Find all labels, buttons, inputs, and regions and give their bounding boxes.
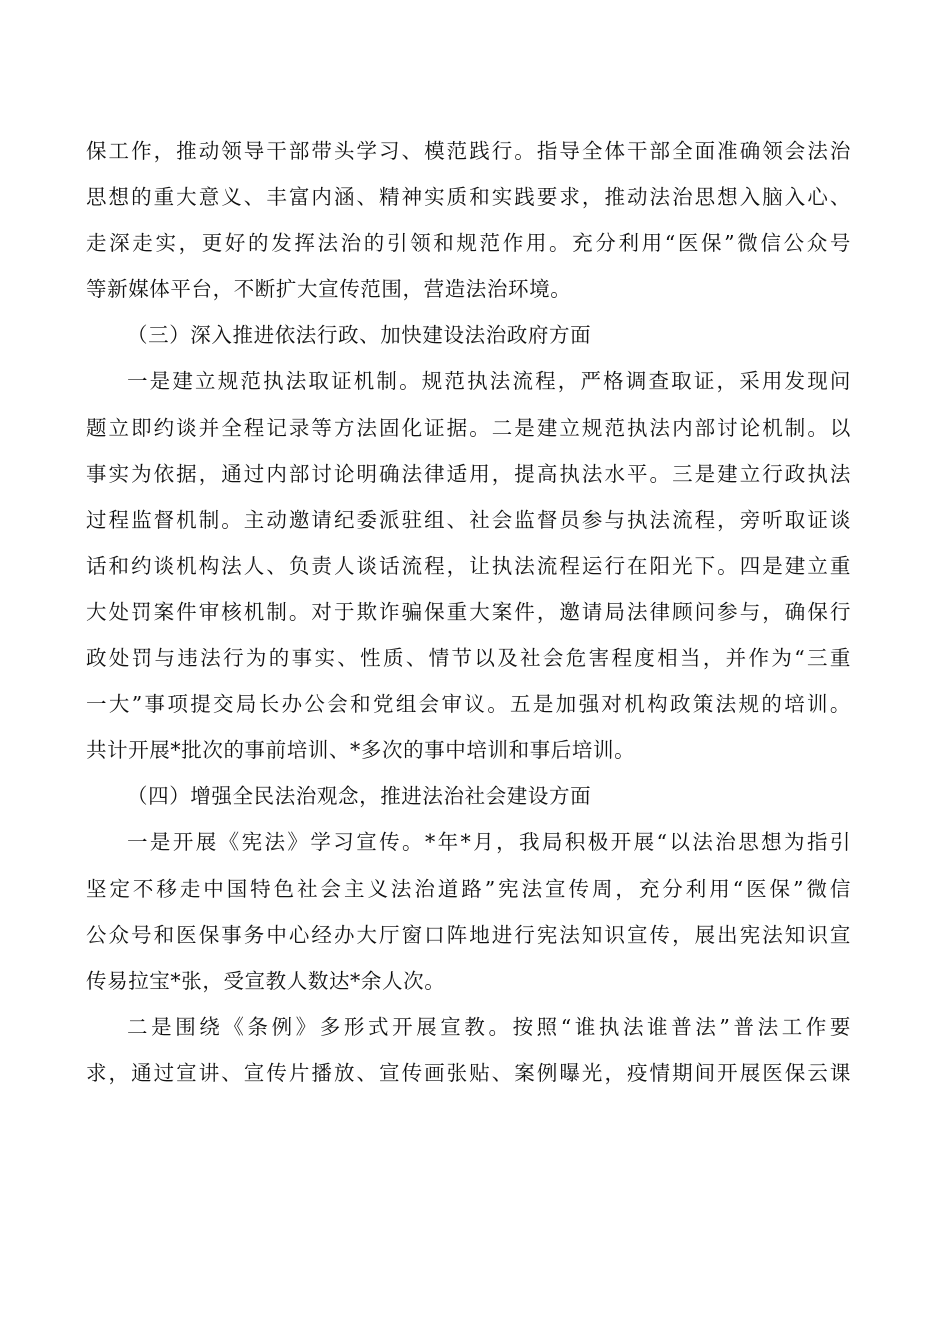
section-heading: （四）增强全民法治观念，推进法治社会建设方面 xyxy=(127,784,592,809)
body-line: 过程监督机制。主动邀请纪委派驻组、社会监督员参与执法流程，旁听取证谈 xyxy=(86,507,851,532)
body-line: 话和约谈机构法人、负责人谈话流程，让执法流程运行在阳光下。四是建立重 xyxy=(86,553,851,578)
body-line: 大处罚案件审核机制。对于欺诈骗保重大案件，邀请局法律顾问参与，确保行 xyxy=(86,599,851,624)
body-line: 坚定不移走中国特色社会主义法治道路”宪法宣传周，充分利用“医保”微信 xyxy=(86,876,851,901)
body-line: 传易拉宝*张，受宣教人数达*余人次。 xyxy=(86,968,446,993)
body-line: 政处罚与违法行为的事实、性质、情节以及社会危害程度相当，并作为“三重 xyxy=(86,646,851,671)
section-heading: （三）深入推进依法行政、加快建设法治政府方面 xyxy=(127,323,592,348)
body-line: 二是围绕《条例》多形式开展宣教。按照“谁执法谁普法”普法工作要 xyxy=(127,1014,851,1039)
body-line: 思想的重大意义、丰富内涵、精神实质和实践要求，推动法治思想入脑入心、 xyxy=(86,185,851,210)
body-line: 保工作，推动领导干部带头学习、模范践行。指导全体干部全面准确领会法治 xyxy=(86,139,851,163)
body-line: 题立即约谈并全程记录等方法固化证据。二是建立规范执法内部讨论机制。以 xyxy=(86,415,851,440)
body-line: 事实为依据，通过内部讨论明确法律适用，提高执法水平。三是建立行政执法 xyxy=(86,461,851,486)
body-line: 等新媒体平台，不断扩大宣传范围，营造法治环境。 xyxy=(86,277,572,302)
body-line: 走深走实，更好的发挥法治的引领和规范作用。充分利用“医保”微信公众号 xyxy=(86,231,851,256)
body-line: 一是建立规范执法取证机制。规范执法流程，严格调查取证，采用发现问 xyxy=(127,369,851,394)
body-line: 一大”事项提交局长办公会和党组会审议。五是加强对机构政策法规的培训。 xyxy=(86,692,851,717)
body-line: 公众号和医保事务中心经办大厅窗口阵地进行宪法知识宣传，展出宪法知识宣 xyxy=(86,922,851,947)
document-body xyxy=(86,128,851,1096)
body-line: 一是开展《宪法》学习宣传。*年*月，我局积极开展“以法治思想为指引 xyxy=(127,830,851,855)
body-line: 共计开展*批次的事前培训、*多次的事中培训和事后培训。 xyxy=(86,738,636,763)
body-line: 求，通过宣讲、宣传片播放、宣传画张贴、案例曝光，疫情期间开展医保云课 xyxy=(86,1060,851,1085)
